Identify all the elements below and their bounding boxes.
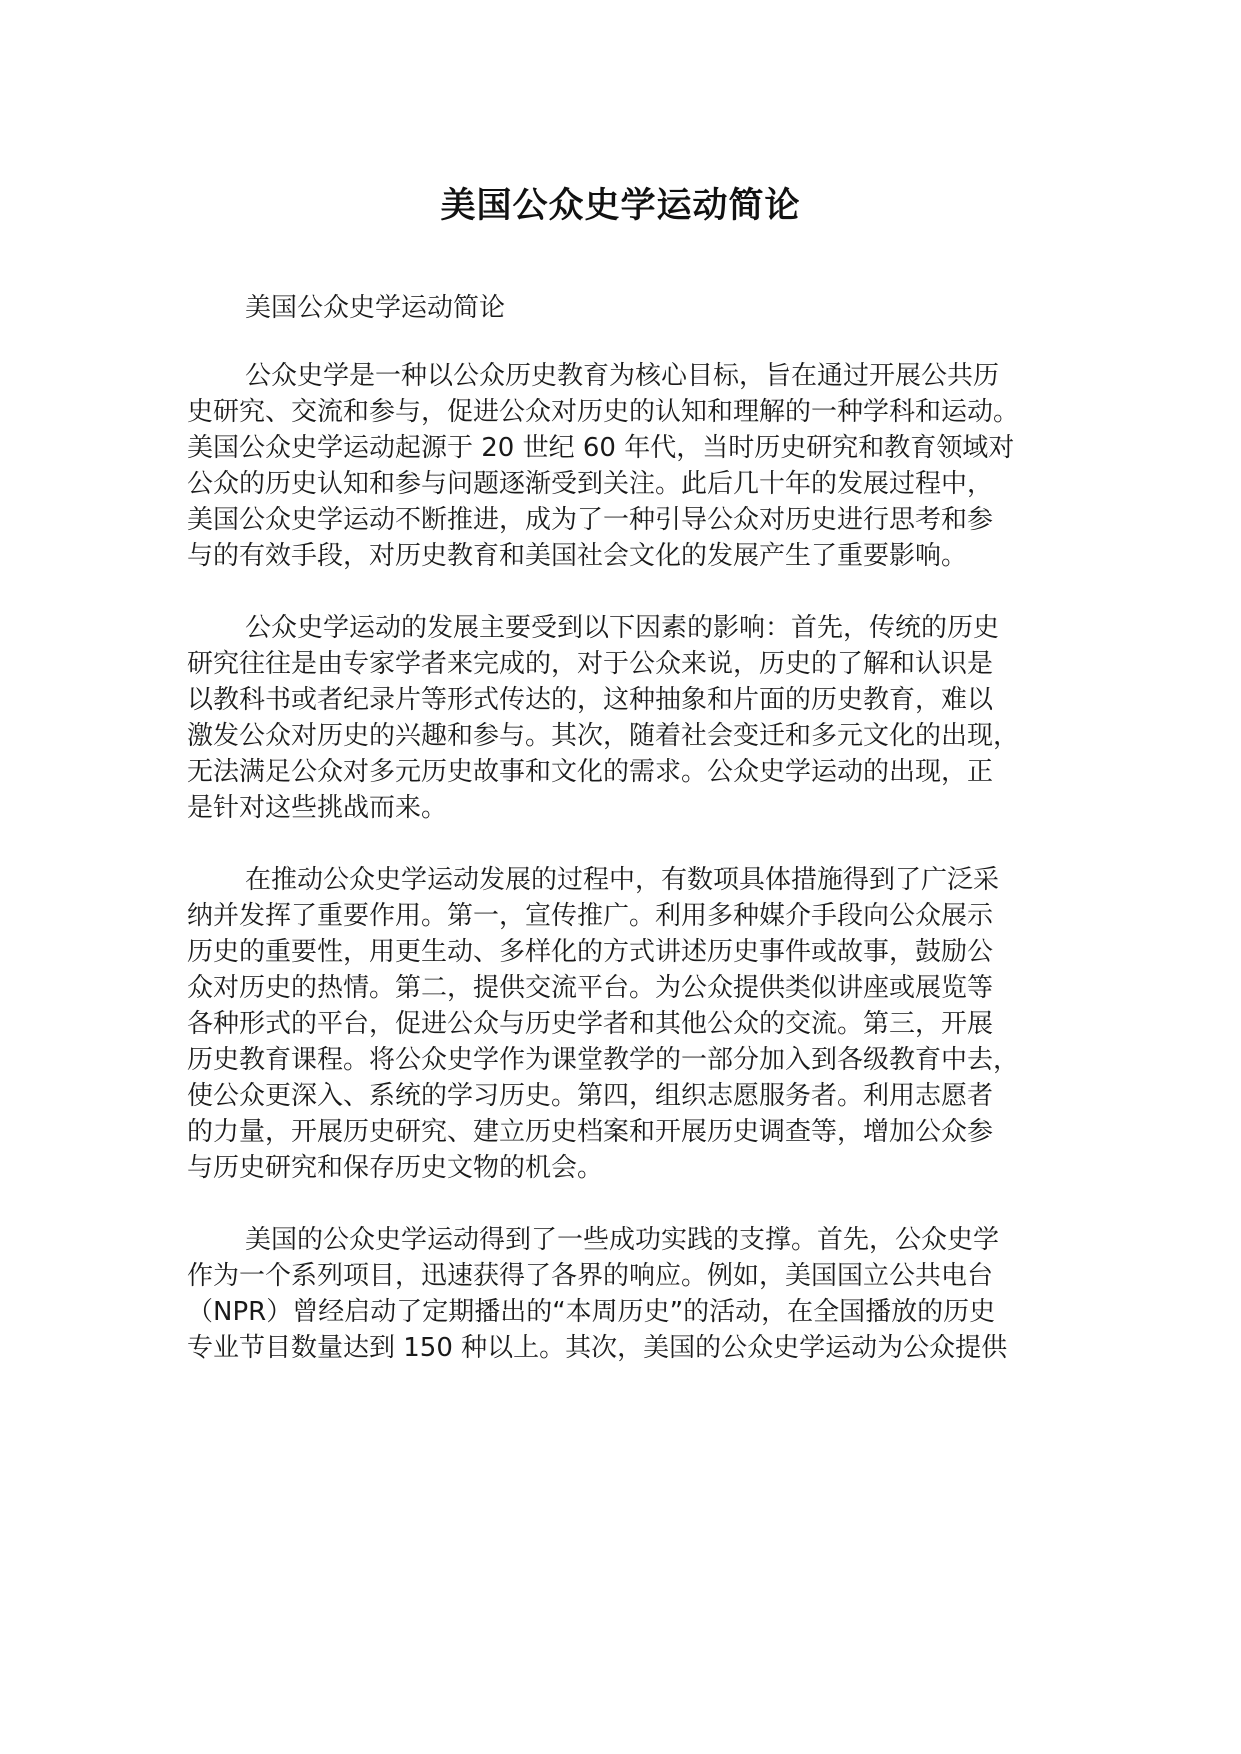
paragraph-line: 作为一个系列项目，迅速获得了各界的响应。例如，美国国立公共电台 [187, 1261, 994, 1291]
paragraph-line: 与的有效手段，对历史教育和美国社会文化的发展产生了重要影响。 [187, 541, 968, 571]
paragraph-line: 美国的公众史学运动得到了一些成功实践的支撑。首先，公众史学 [245, 1225, 1000, 1255]
paragraph-line: 以教科书或者纪录片等形式传达的，这种抽象和片面的历史教育，难以 [187, 685, 994, 715]
paragraph-line: 激发公众对历史的兴趣和参与。其次，随着社会变迁和多元文化的出现， [187, 721, 1020, 751]
document-title: 美国公众史学运动简论 [440, 186, 801, 226]
paragraph-3 [187, 862, 1077, 1186]
paragraph-line: 各种形式的平台，促进公众与历史学者和其他公众的交流。第三，开展 [187, 1009, 994, 1039]
paragraph-line: 的力量，开展历史研究、建立历史档案和开展历史调查等，增加公众参 [187, 1117, 994, 1147]
paragraph-line: （NPR）曾经启动了定期播出的“本周历史”的活动，在全国播放的历史 [187, 1297, 996, 1327]
paragraph-line: 无法满足公众对多元历史故事和文化的需求。公众史学运动的出现，正 [187, 757, 994, 787]
paragraph-2 [187, 610, 1077, 826]
paragraph-1 [187, 358, 1077, 574]
paragraph-line: 研究往往是由专家学者来完成的，对于公众来说，历史的了解和认识是 [187, 649, 994, 679]
paragraph-line: 是针对这些挑战而来。 [187, 793, 448, 823]
paragraph-line: 纳并发挥了重要作用。第一，宣传推广。利用多种媒介手段向公众展示 [187, 901, 994, 931]
paragraph-line: 历史教育课程。将公众史学作为课堂教学的一部分加入到各级教育中去， [187, 1045, 1020, 1075]
paragraph-4 [187, 1222, 1077, 1366]
paragraph-line: 公众史学是一种以公众历史教育为核心目标，旨在通过开展公共历 [245, 361, 1000, 391]
paragraph-line: 专业节目数量达到 150 种以上。其次，美国的公众史学运动为公众提供 [187, 1333, 1008, 1363]
paragraph-line: 众对历史的热情。第二，提供交流平台。为公众提供类似讲座或展览等 [187, 973, 994, 1003]
paragraph-line: 史研究、交流和参与，促进公众对历史的认知和理解的一种学科和运动。 [187, 397, 1020, 427]
document-subtitle: 美国公众史学运动简论 [245, 293, 506, 323]
paragraph-line: 历史的重要性，用更生动、多样化的方式讲述历史事件或故事，鼓励公 [187, 937, 994, 967]
paragraph-line: 公众的历史认知和参与问题逐渐受到关注。此后几十年的发展过程中， [187, 469, 994, 499]
paragraph-line: 使公众更深入、系统的学习历史。第四，组织志愿服务者。利用志愿者 [187, 1081, 994, 1111]
paragraph-line: 公众史学运动的发展主要受到以下因素的影响：首先，传统的历史 [245, 613, 1000, 643]
paragraph-line: 在推动公众史学运动发展的过程中，有数项具体措施得到了广泛采 [245, 865, 1000, 895]
paragraph-line: 美国公众史学运动不断推进，成为了一种引导公众对历史进行思考和参 [187, 505, 994, 535]
document-body [187, 290, 1077, 1402]
paragraph-line: 美国公众史学运动起源于 20 世纪 60 年代，当时历史研究和教育领域对 [187, 433, 1015, 463]
paragraph-line: 与历史研究和保存历史文物的机会。 [187, 1153, 604, 1183]
